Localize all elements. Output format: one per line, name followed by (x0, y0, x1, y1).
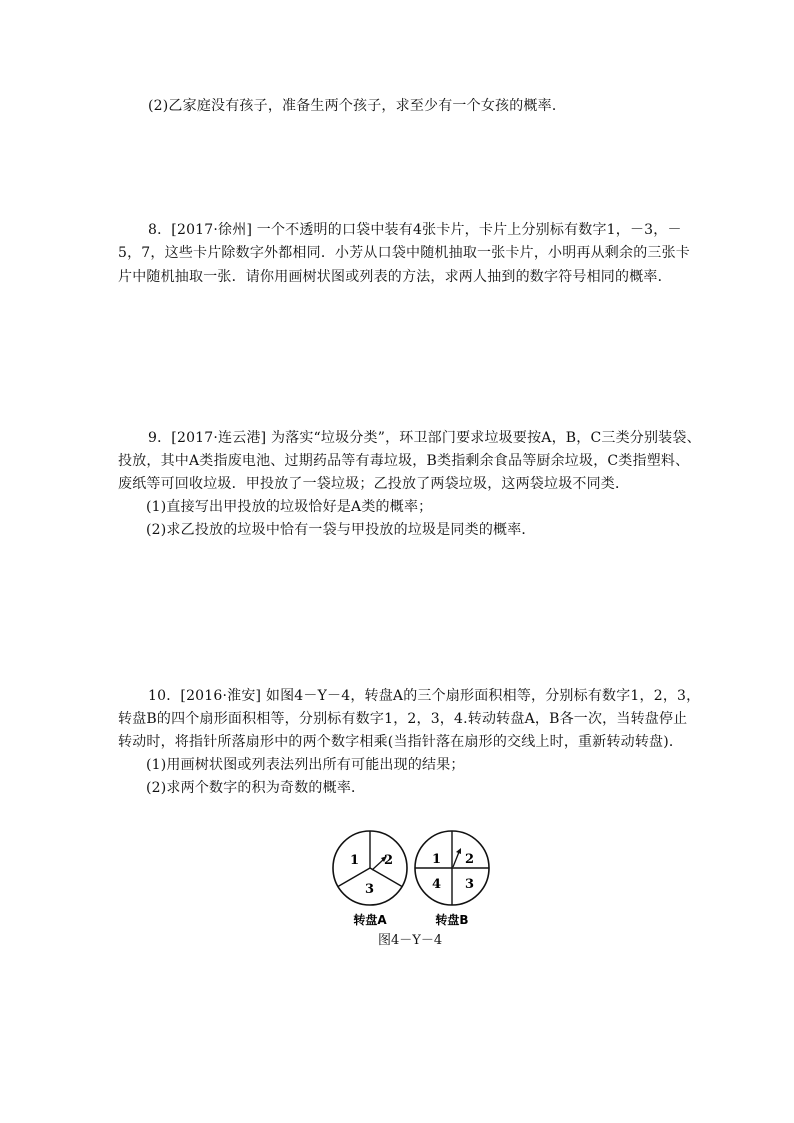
dial-a-sector-1: 1 (350, 853, 360, 868)
dial-b-sector-2: 2 (465, 852, 475, 867)
dial-b-sector-4: 4 (432, 877, 442, 892)
q7-part2: (2)乙家庭没有孩子，准备生两个孩子，求至少有一个女孩的概率． (148, 98, 567, 114)
dial-a-sector-3: 3 (365, 882, 375, 897)
q9-part1: (1)直接写出甲投放的垃圾恰好是A类的概率； (146, 499, 433, 515)
q9-line3: 废纸等可回收垃圾．甲投放了一袋垃圾；乙投放了两袋垃圾，这两袋垃圾不同类． (118, 476, 630, 492)
dial-a-sector-2: 2 (384, 853, 394, 868)
dial-a-label: 转盘A (353, 913, 387, 927)
q10-line1: 10．[2016·淮安] 如图4－Y－4，转盘A的三个扇形面积相等，分别标有数字1，2，3， (148, 688, 701, 704)
q10-part2: (2)求两个数字的积为奇数的概率． (146, 780, 366, 796)
q8-line1: 8．[2017·徐州] 一个不透明的口袋中装有4张卡片，卡片上分别标有数字1，－3，－ (148, 222, 682, 238)
dial-a (333, 831, 407, 905)
q10-part1: (1)用画树状图或列表法列出所有可能出现的结果； (146, 757, 465, 773)
dial-b (415, 831, 489, 905)
q9-part2: (2)求乙投放的垃圾中恰有一袋与甲投放的垃圾是同类的概率． (146, 522, 536, 538)
dial-b-sector-3: 3 (465, 877, 475, 892)
figure-caption: 图4－Y－4 (378, 933, 443, 948)
q9-line1: 9．[2017·连云港] 为落实“垃圾分类”，环卫部门要求垃圾要按A，B，C三类分别装袋、 (148, 430, 701, 446)
q8-line2: 5，7，这些卡片除数字外都相同．小芳从口袋中随机抽取一张卡片，小明再从剩余的三张卡 (118, 245, 691, 261)
dial-b-sector-1: 1 (432, 852, 442, 867)
q8-line3: 片中随机抽取一张．请你用画树状图或列表的方法，求两人抽到的数字符号相同的概率． (118, 269, 672, 285)
dial-b-label: 转盘B (435, 913, 469, 927)
q10-line3: 转动时，将指针所落扇形中的两个数字相乘(当指针落在扇形的交线上时，重新转动转盘)． (118, 734, 684, 750)
q10-line2: 转盘B的四个扇形面积相等，分别标有数字1，2，3，4.转动转盘A，B各一次，当转盘停止 (118, 711, 688, 727)
spinner-diagram (330, 828, 494, 938)
q9-line2: 投放，其中A类指废电池、过期药品等有毒垃圾，B类指剩余食品等厨余垃圾，C类指塑料、 (118, 453, 690, 469)
